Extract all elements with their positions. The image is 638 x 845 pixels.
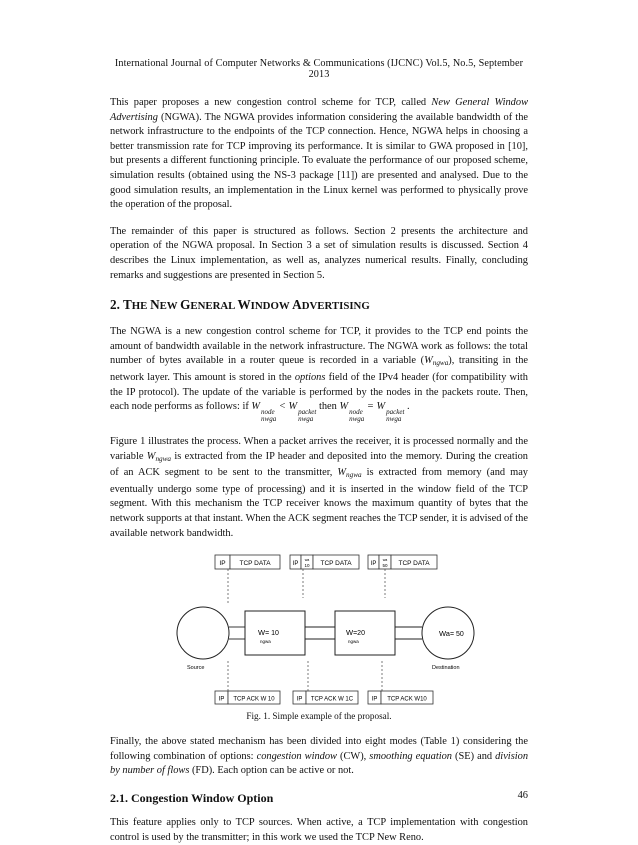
- small-value-50: 50: [382, 563, 388, 569]
- page-number: 46: [517, 790, 528, 801]
- section-2-1-heading: 2.1. Congestion Window Option: [110, 791, 274, 806]
- paragraph-congestion-window: This feature applies only to TCP sources. When active, a TCP implementation with congestion control is used by the transmitter; in this work we used the TCP New Reno.: [110, 817, 528, 843]
- source-node: [177, 607, 229, 659]
- paragraph-intro: This paper proposes a new congestion control scheme for TCP, called New General Window Advertising (NGWA). The NGWA provides information considering the available bandwidth of the network infrastructure to the endpoints of the TCP connection. Hence, NGWA helps in choosing a better transmission rate for TCP improving its performance. It is similar to GWA proposed in [10], but presents a different functioning principle. To evaluate the performance of our proposed scheme, simulation results (obtained using the NS-3 package [11]) are presented and analysed. Due to the good simulation results, an implementation in the Linux kernel was performed to physically prove the operation of the proposal.: [110, 97, 529, 211]
- ip-label: IP: [219, 560, 226, 568]
- paragraph-figure-explanation: Figure 1 illustrates the process. When a packet arrives the receiver, it is processed normally and the variable Wngwa is extracted from the IP header and deposited into the memory. During the creation of an ACK segment to be sent to the transmitter, Wngwa is extracted from memory (and may eventually undergo some type of processing) and it is inserted in the window field of the TCP segment. With this mechanism the TCP receiver knows the maximum quantity of bytes that the network supports at that instant. When the ACK segment reaches the TCP sender, it is advised of the available network bandwidth.: [110, 436, 529, 539]
- paragraph-structure: The remainder of this paper is structured as follows. Section 2 presents the architecture and operation of the NGWA proposal. In Section 3 a set of simulation results is discussed. Section 4 describes the Linux implementation, as well as, analyzes numerical results. Finally, concluding remarks and suggestions are presented in Section 5.: [110, 225, 528, 281]
- tcp-data-label: TCP DATA: [320, 560, 352, 568]
- section-2-heading: 2. THE NEW GENERAL WINDOW ADVERTISING: [110, 297, 370, 313]
- router-2-sub: ngwa: [348, 639, 359, 645]
- equation: W node nwga < W packet nwga: [251, 401, 317, 424]
- ip-label: IP: [218, 696, 225, 703]
- ack-1-label: TCP ACK W 10: [233, 696, 275, 703]
- wa-small-label: wa: [304, 558, 310, 563]
- destination-wa: Wa= 50: [439, 629, 464, 639]
- tcp-data-label: TCP DATA: [239, 560, 271, 568]
- source-label: Source: [187, 665, 205, 672]
- wa-small-label: wa: [382, 558, 388, 563]
- figure-caption: Fig. 1. Simple example of the proposal.: [246, 711, 392, 722]
- running-header: International Journal of Computer Networks & Communications (IJCNC) Vol.5, No.5, September 2013: [114, 58, 524, 80]
- ack-2-label: TCP ACK W 1C: [310, 696, 354, 703]
- ip-label: IP: [370, 561, 377, 568]
- router-2-w: W=20: [346, 628, 365, 638]
- router-1-w: W= 10: [258, 628, 279, 638]
- destination-label: Destination: [432, 665, 460, 672]
- figure-1: [110, 553, 528, 705]
- paragraph-ngwa-description: The NGWA is a new congestion control scheme for TCP, it provides to the TCP end points the amount of bandwidth available in the network infrastructure. The NGWA work as follows: the total number of bytes available in a router queue is recorded in a variable (Wngwa), transiting in the network layer. This amount is stored in the options field of the IPv4 header (for compatibility with the IP protocol). The update of the variable is performed by the nodes in the packets route. Then, each node performs as follows: if W node nwga < W packet nwga then W node nwga = W packet nwga .: [110, 326, 529, 424]
- small-value-10: 10: [304, 563, 310, 569]
- ack-3-label: TCP ACK W10: [387, 696, 427, 703]
- ngwa-term: New General Window Advertising: [110, 97, 529, 123]
- ip-label: IP: [292, 561, 299, 568]
- router-2: [335, 611, 395, 655]
- ip-label: IP: [296, 696, 303, 703]
- router-1-sub: ngwa: [260, 639, 271, 645]
- paragraph-modes: Finally, the above stated mechanism has been divided into eight modes (Table 1) considering the following combination of options: congestion window (CW), smoothing equation (SE) and division by number of flows (FD). Each option can be active or not.: [110, 736, 529, 777]
- network-diagram: [110, 553, 528, 705]
- tcp-data-label: TCP DATA: [398, 560, 430, 568]
- ip-label: IP: [371, 696, 378, 703]
